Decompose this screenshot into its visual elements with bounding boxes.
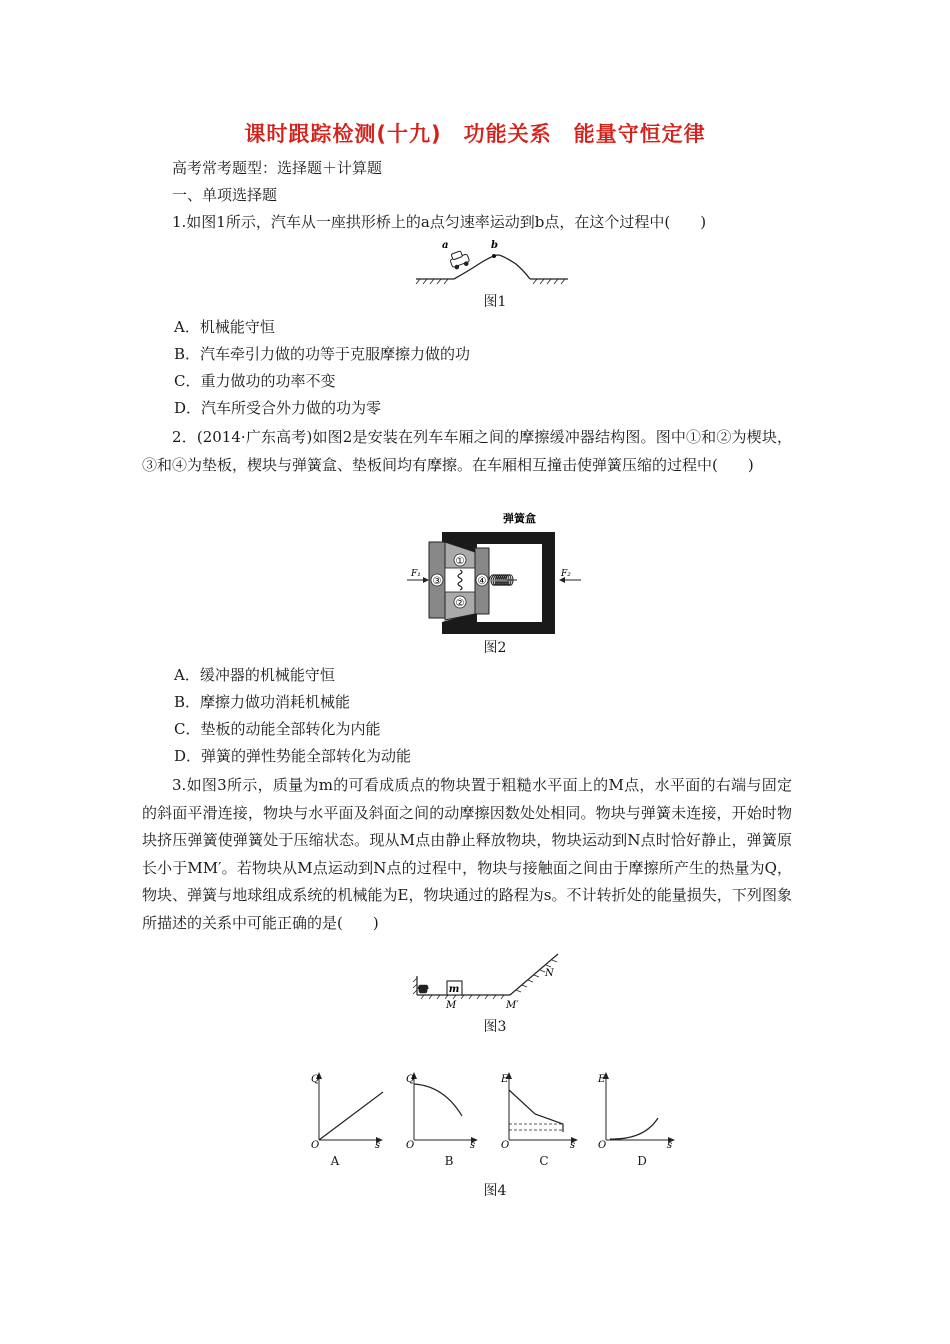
q1-option-d: D．汽车所受合外力做的功为零 [174, 399, 382, 417]
figure-2-friction-buffer [405, 508, 585, 634]
label-N: N [545, 968, 554, 979]
graph-c-origin: O [501, 1140, 510, 1150]
graph-d [592, 1070, 677, 1150]
figure-1-caption: 图1 [483, 294, 507, 310]
graph-c-label: C [539, 1154, 549, 1168]
q1-option-b: B．汽车牵引力做的功等于克服摩擦力做的功 [174, 345, 471, 363]
graph-c-xlabel: s [570, 1140, 576, 1150]
question-2-stem: 2．(2014·广东高考)如图2是安装在列车车厢之间的摩擦缓冲器结构图。图中①和②为楔块，③和④为垫板，楔块与弹簧盒、垫板间均有摩擦。在车厢相互撞击使弹簧压缩的过程中( ) [142, 428, 792, 474]
graph-b [400, 1070, 480, 1150]
graph-b-ylabel: Q [406, 1074, 415, 1085]
q2-option-a: A．缓冲器的机械能守恒 [174, 666, 335, 684]
figure-4-caption: 图4 [483, 1183, 507, 1199]
graph-b-xlabel: s [470, 1140, 476, 1150]
graph-a-label: A [330, 1154, 340, 1168]
label-f2: F₂ [561, 569, 571, 579]
figure-1-arch-bridge [412, 238, 572, 288]
graph-a [305, 1070, 385, 1150]
horizontal-spring [489, 575, 517, 586]
q2-option-b: B．摩擦力做功消耗机械能 [174, 693, 351, 711]
q2-option-d: D．弹簧的弹性势能全部转化为动能 [174, 747, 412, 765]
figure-2-caption: 图2 [483, 640, 507, 656]
label-wedge-2: ② [455, 598, 465, 609]
label-f1: F₁ [411, 569, 421, 579]
label-spring-box: 弹簧盒 [503, 512, 536, 525]
label-pad-4: ④ [477, 576, 487, 587]
graph-d-curve [610, 1118, 658, 1139]
graph-c [495, 1070, 580, 1150]
label-b: b [491, 240, 498, 251]
label-m: m [448, 984, 460, 995]
graph-d-ylabel: E [598, 1074, 606, 1085]
section-heading: 一、单项选择题 [172, 186, 278, 204]
q1-option-c: C．重力做功的功率不变 [174, 372, 336, 390]
graph-d-xlabel: s [667, 1140, 673, 1150]
graph-c-ylabel: E [501, 1074, 509, 1085]
label-wedge-1: ① [455, 556, 465, 567]
label-M: M [446, 1000, 457, 1011]
label-M-prime: M′ [506, 1000, 519, 1011]
question-1-stem: 1.如图1所示，汽车从一座拱形桥上的a点匀速率运动到b点，在这个过程中( ) [172, 213, 707, 231]
graph-a-curve [319, 1092, 383, 1140]
car-icon [448, 249, 470, 270]
graph-d-label: D [637, 1154, 647, 1168]
q1-option-a: A．机械能守恒 [174, 318, 275, 336]
page-title: 课时跟踪检测(十九) 功能关系 能量守恒定律 [244, 122, 706, 146]
graph-a-xlabel: s [375, 1140, 381, 1150]
q2-option-c: C．垫板的动能全部转化为内能 [174, 720, 381, 738]
graph-c-curve [509, 1090, 563, 1132]
point-b [492, 254, 496, 258]
inner-spring-space [445, 568, 475, 592]
graph-a-origin: O [311, 1140, 320, 1150]
graph-b-curve [414, 1084, 462, 1116]
ground-hatch [416, 279, 565, 284]
subtitle: 高考常考题型：选择题＋计算题 [172, 159, 383, 177]
graph-d-origin: O [598, 1140, 607, 1150]
figure-3-caption: 图3 [483, 1019, 507, 1035]
graph-b-origin: O [406, 1140, 415, 1150]
label-a: a [442, 240, 449, 251]
question-3-stem: 3.如图3所示，质量为m的可看成质点的物块置于粗糙水平面上的M点，水平面的右端与固定的斜面平滑连接，物块与水平面及斜面之间的动摩擦因数处处相同。物块与弹簧未连接，开始时物块挤压弹簧使弹簧处于压缩状态。现从M点由静止释放物块，物块运动到N点时恰好静止，弹簧原长小于MM′。若物块从M点运动到N点的过程中，物块与接触面之间由于摩擦所产生的热量为Q，物块、弹簧与地球组成系统的机械能为E，物块通过的路程为s。不计转折处的能量损失，下列图象所描述的关系中可能正确的是( ) [142, 776, 792, 932]
graph-b-label: B [444, 1154, 454, 1168]
graph-a-ylabel: Q [311, 1074, 320, 1085]
label-pad-3: ③ [432, 576, 442, 587]
figure-3-incline-setup [412, 950, 572, 1012]
compressed-spring [418, 985, 428, 993]
